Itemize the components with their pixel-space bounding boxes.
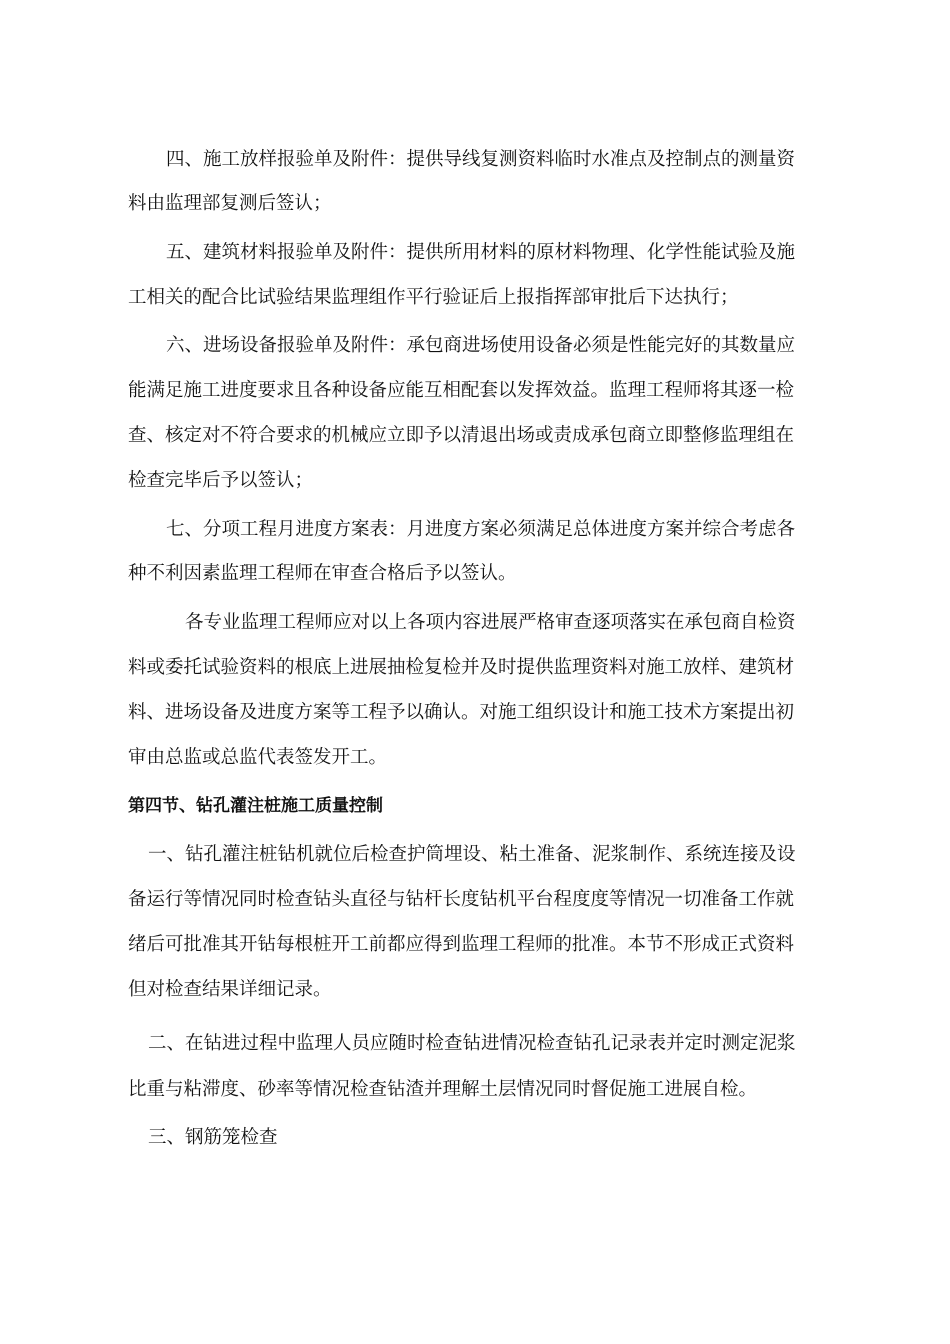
para-7-line-1: 七、分项工程月进度方案表：月进度方案必须满足总体进度方案并综合考虑各: [166, 519, 796, 540]
summary-line-2: 料或委托试验资料的根底上进展抽检复检并及时提供监理资料对施工放样、建筑材: [128, 657, 795, 678]
para-5-line-2: 工相关的配合比试验结果监理组作平行验证后上报指挥部审批后下达执行；: [128, 287, 739, 308]
para-5-line-1: 五、建筑材料报验单及附件：提供所用材料的原材料物理、化学性能试验及施: [166, 242, 796, 263]
sec4-item-2-line-1: 二、在钻进过程中监理人员应随时检查钻进情况检查钻孔记录表并定时测定泥浆: [148, 1033, 796, 1054]
sec4-item-3-line-1: 三、钢筋笼检查: [148, 1127, 278, 1148]
para-6-line-1: 六、进场设备报验单及附件：承包商进场使用设备必须是性能完好的其数量应: [166, 335, 796, 356]
para-4-line-1: 四、施工放样报验单及附件：提供导线复测资料临时水准点及控制点的测量资: [166, 149, 796, 170]
summary-line-3: 料、进场设备及进度方案等工程予以确认。对施工组织设计和施工技术方案提出初: [128, 702, 795, 723]
para-6-line-2: 能满足施工进度要求且各种设备应能互相配套以发挥效益。监理工程师将其逐一检: [128, 380, 795, 401]
section-heading: 第四节、钻孔灌注桩施工质量控制: [128, 796, 383, 816]
para-6-line-4: 检查完毕后予以签认；: [128, 470, 314, 491]
summary-line-1: 各专业监理工程师应对以上各项内容进展严格审查逐项落实在承包商自检资: [185, 612, 796, 633]
summary-line-4: 审由总监或总监代表签发开工。: [128, 747, 388, 768]
sec4-item-1-line-2: 备运行等情况同时检查钻头直径与钻杆长度钻机平台程度度等情况一切准备工作就: [128, 889, 795, 910]
sec4-item-1-line-3: 绪后可批准其开钻每根桩开工前都应得到监理工程师的批准。本节不形成正式资料: [128, 934, 795, 955]
sec4-item-2-line-2: 比重与粘滞度、砂率等情况检查钻渣并理解土层情况同时督促施工进展自检。: [128, 1079, 758, 1100]
para-7-line-2: 种不利因素监理工程师在审查合格后予以签认。: [128, 563, 517, 584]
para-4-line-2: 料由监理部复测后签认；: [128, 193, 332, 214]
sec4-item-1-line-1: 一、钻孔灌注桩钻机就位后检查护筒埋设、粘土准备、泥浆制作、系统连接及设: [148, 844, 796, 865]
para-6-line-3: 查、核定对不符合要求的机械应立即予以清退出场或责成承包商立即整修监理组在: [128, 425, 795, 446]
sec4-item-1-line-4: 但对检查结果详细记录。: [128, 979, 332, 1000]
